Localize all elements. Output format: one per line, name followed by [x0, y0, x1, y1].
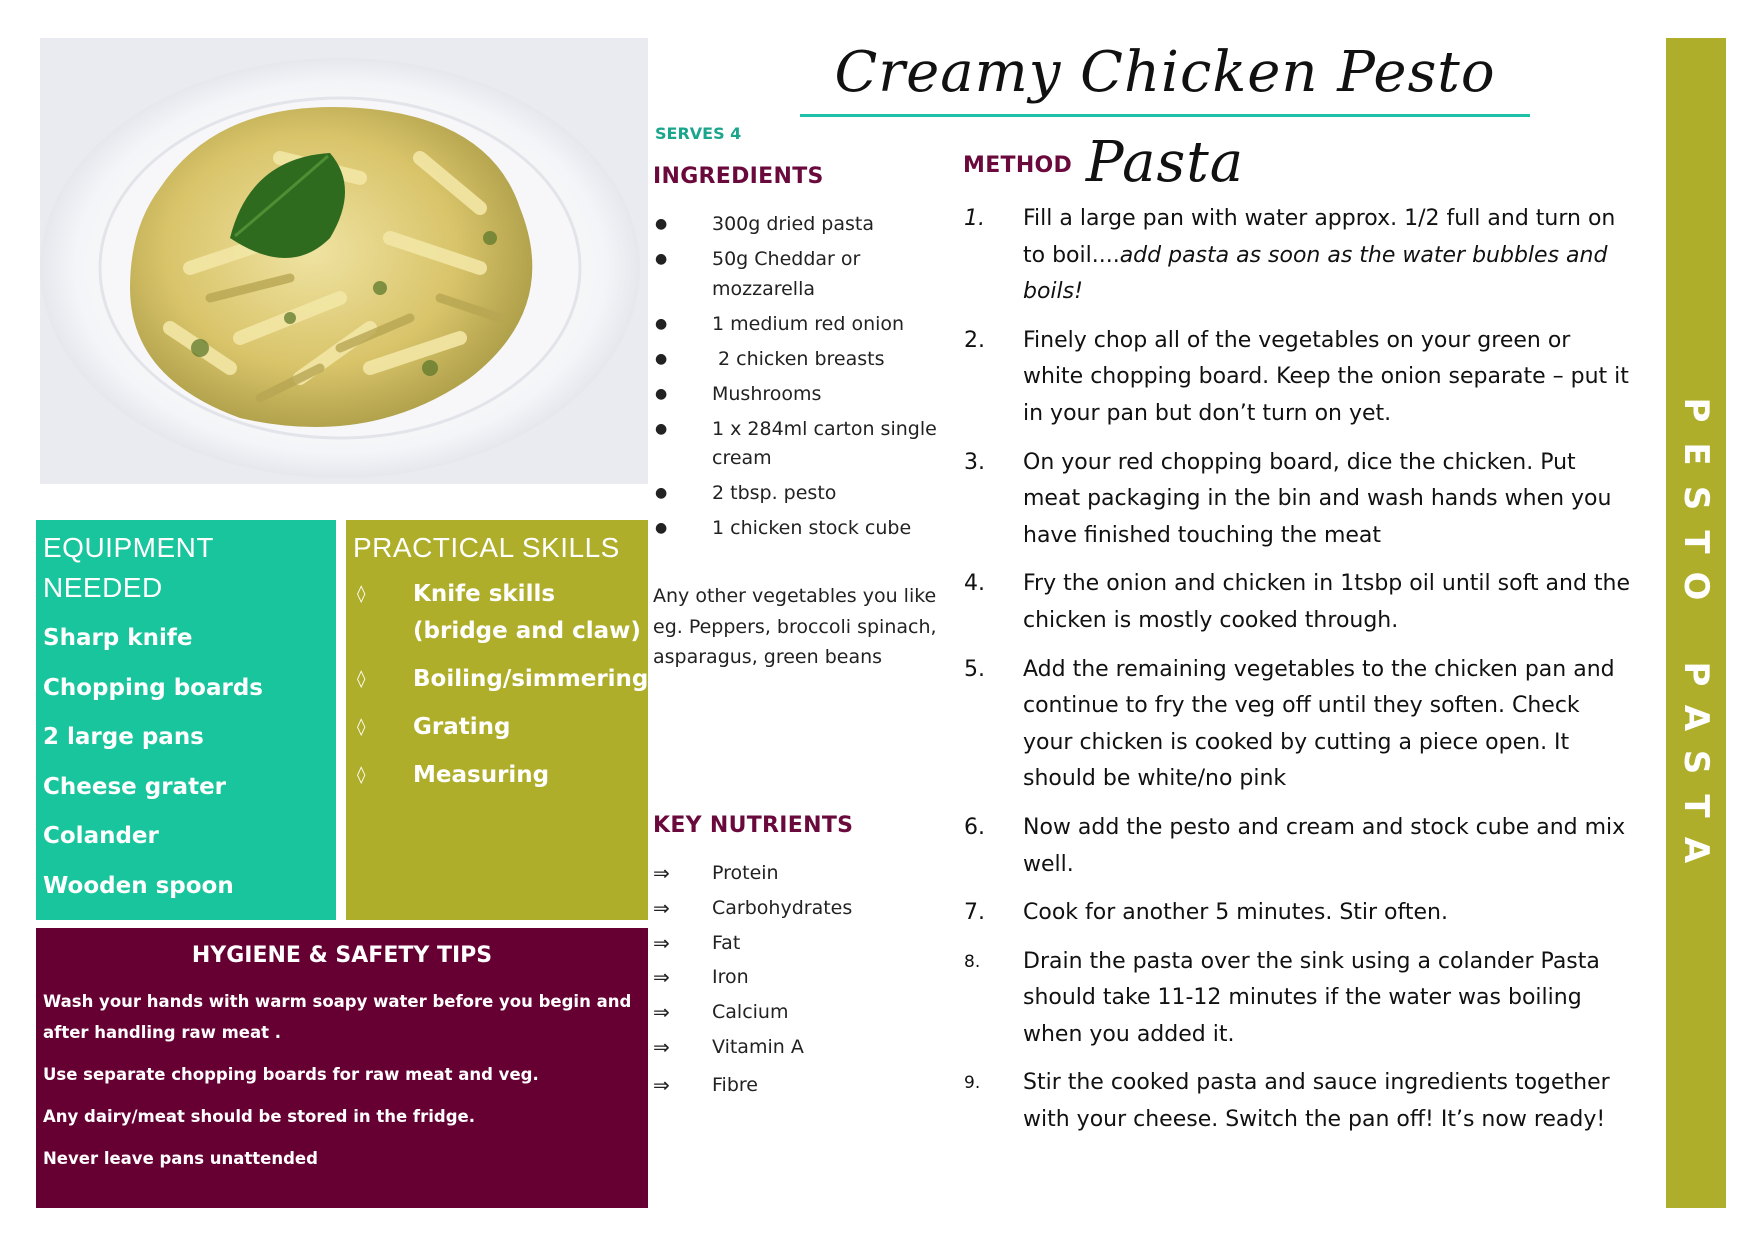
equipment-list	[43, 614, 329, 911]
diamond-icon: ◊	[357, 584, 366, 604]
list-item: ⇒ Iron	[653, 962, 943, 992]
method-heading: METHOD	[963, 153, 1073, 178]
pasta-photo	[40, 38, 648, 484]
bullet-icon: ●	[655, 520, 668, 536]
list-item: 2 large pans	[43, 724, 204, 750]
list-item: ● 1 medium red onion	[653, 310, 943, 340]
diamond-icon: ◊	[357, 717, 366, 737]
bullet-icon: ●	[655, 315, 668, 332]
hygiene-tip: Wash your hands with warm soapy water before you begin and after handling raw meat .	[43, 992, 632, 1042]
list-item: ◊ Measuring	[353, 757, 641, 794]
step-number: 5.	[964, 656, 985, 682]
list-item: ⇒ Calcium	[653, 997, 943, 1027]
arrow-icon: ⇒	[653, 965, 670, 990]
step-number: 8.	[964, 951, 981, 972]
step-text: Drain the pasta over the sink using a colander Pasta should take 11-12 minutes if the water was boiling when you added it.	[1023, 948, 1600, 1047]
method-step	[963, 1065, 1633, 1138]
step-number: 9.	[964, 1073, 981, 1094]
step-number: 4.	[964, 571, 985, 597]
equipment-box	[36, 520, 336, 920]
step-text-italic: add pasta as soon as the water bubbles and boils!	[1023, 242, 1608, 305]
side-band-letter: T	[1676, 794, 1716, 818]
serves-label: SERVES 4	[655, 124, 742, 143]
list-item: ⇒ Fibre	[653, 1070, 943, 1100]
list-item: Colander	[43, 823, 159, 849]
bullet-icon: ●	[655, 216, 668, 232]
bullet-icon: ●	[655, 385, 668, 402]
method-step	[963, 201, 1633, 311]
side-band-letter: E	[1676, 442, 1716, 466]
title-underline	[800, 114, 1530, 117]
method-step	[963, 895, 1633, 932]
step-number: 7.	[964, 900, 985, 926]
method-step	[963, 944, 1633, 1054]
step-text: Fry the onion and chicken in 1tsbp oil until soft and the chicken is mostly cooked through.	[1023, 571, 1631, 633]
list-item: ● 2 chicken breasts	[653, 345, 943, 375]
side-band	[1666, 38, 1726, 1208]
side-band-letter: O	[1676, 571, 1716, 601]
other-vegetables-note: Any other vegetables you like eg. Peppers, broccoli spinach, asparagus, green beans	[653, 585, 937, 668]
list-item: ⇒ Vitamin A	[653, 1032, 943, 1062]
arrow-icon: ⇒	[653, 1034, 670, 1059]
bullet-icon: ●	[655, 251, 668, 267]
list-item: Chopping boards	[43, 674, 263, 701]
list-item: ● 2 tbsp. pesto	[653, 479, 943, 509]
method-step	[963, 323, 1633, 433]
list-item: ⇒ Carbohydrates	[653, 893, 943, 923]
list-item: ◊ Knife skills (bridge and claw)	[353, 576, 641, 650]
step-text: Add the remaining vegetables to the chicken pan and continue to fry the veg off until they soften. Check your chicken is cooked by cutting a piece open. It should be white/no pink	[1023, 656, 1615, 792]
method-step	[963, 652, 1633, 798]
list-item: Wooden spoon	[43, 872, 234, 899]
practical-skills-list	[353, 576, 649, 794]
list-item: ⇒ Fat	[653, 928, 943, 958]
arrow-icon: ⇒	[653, 1000, 670, 1025]
list-item: ● 50g Cheddar or mozzarella	[653, 245, 943, 304]
list-item: ◊ Grating	[353, 709, 641, 746]
hygiene-tip: Never leave pans unattended	[43, 1149, 318, 1168]
side-band-letter: A	[1676, 836, 1716, 864]
diamond-icon: ◊	[357, 765, 366, 785]
side-band-letter: P	[1676, 397, 1716, 423]
method-step	[963, 445, 1633, 555]
step-number: 6.	[964, 814, 985, 840]
step-number: 1.	[964, 206, 985, 231]
list-item: ● 1 chicken stock cube	[653, 514, 943, 544]
list-item: ● 1 x 284ml carton single cream	[653, 415, 943, 474]
hygiene-box	[36, 928, 648, 1208]
step-text: Cook for another 5 minutes. Stir often.	[1023, 900, 1448, 926]
list-item: ◊ Boiling/simmering	[353, 661, 641, 698]
equipment-heading: EQUIPMENT NEEDED	[43, 532, 214, 603]
list-item: ● Mushrooms	[653, 380, 943, 410]
method-steps	[963, 201, 1633, 1151]
bullet-icon: ●	[655, 485, 668, 501]
key-nutrients-list	[653, 858, 943, 1105]
side-band-letter: T	[1676, 530, 1716, 554]
hygiene-heading: HYGIENE & SAFETY TIPS	[191, 943, 493, 968]
step-text: Fill a large pan with water approx. 1/2 full and turn on to boil....	[1023, 206, 1616, 268]
diamond-icon: ◊	[357, 669, 366, 689]
list-item: Sharp knife	[43, 625, 193, 651]
step-number: 2.	[964, 327, 985, 353]
side-band-letter: S	[1676, 485, 1716, 511]
ingredients-list	[653, 210, 943, 549]
arrow-icon: ⇒	[653, 895, 670, 920]
hygiene-tip: Use separate chopping boards for raw meat and veg.	[43, 1065, 539, 1084]
arrow-icon: ⇒	[653, 930, 670, 955]
side-band-text	[1666, 388, 1726, 872]
side-band-letter: P	[1676, 661, 1716, 687]
list-item: ● 300g dried pasta	[653, 210, 943, 240]
arrow-icon: ⇒	[653, 1072, 670, 1097]
step-text: Finely chop all of the vegetables on your green or white chopping board. Keep the onion separate – put it in your pan but don’t turn on yet.	[1023, 327, 1629, 426]
bullet-icon: ●	[655, 350, 668, 367]
practical-skills-box	[346, 520, 648, 920]
recipe-title: Creamy Chicken Pesto Pasta	[834, 40, 1496, 195]
method-step	[963, 566, 1633, 639]
side-band-letter: A	[1676, 704, 1716, 732]
step-text: Now add the pesto and cream and stock cube and mix well.	[1023, 814, 1626, 877]
arrow-icon: ⇒	[653, 861, 670, 885]
hygiene-tip: Any dairy/meat should be stored in the fridge.	[43, 1107, 475, 1126]
ingredients-heading: INGREDIENTS	[653, 164, 824, 189]
bullet-icon: ●	[655, 420, 668, 437]
method-step	[963, 810, 1633, 883]
step-text: Stir the cooked pasta and sauce ingredients together with your cheese. Switch the pan off! It’s now ready!	[1023, 1070, 1610, 1133]
step-number: 3.	[964, 449, 985, 475]
step-text: On your red chopping board, dice the chicken. Put meat packaging in the bin and wash hands when you have finished touching the meat	[1023, 449, 1612, 548]
side-band-letter: S	[1676, 749, 1716, 775]
list-item: Cheese grater	[43, 773, 227, 800]
practical-skills-heading: PRACTICAL SKILLS	[353, 532, 620, 563]
list-item: ⇒ Protein	[653, 858, 943, 888]
key-nutrients-heading: KEY NUTRIENTS	[653, 813, 854, 838]
